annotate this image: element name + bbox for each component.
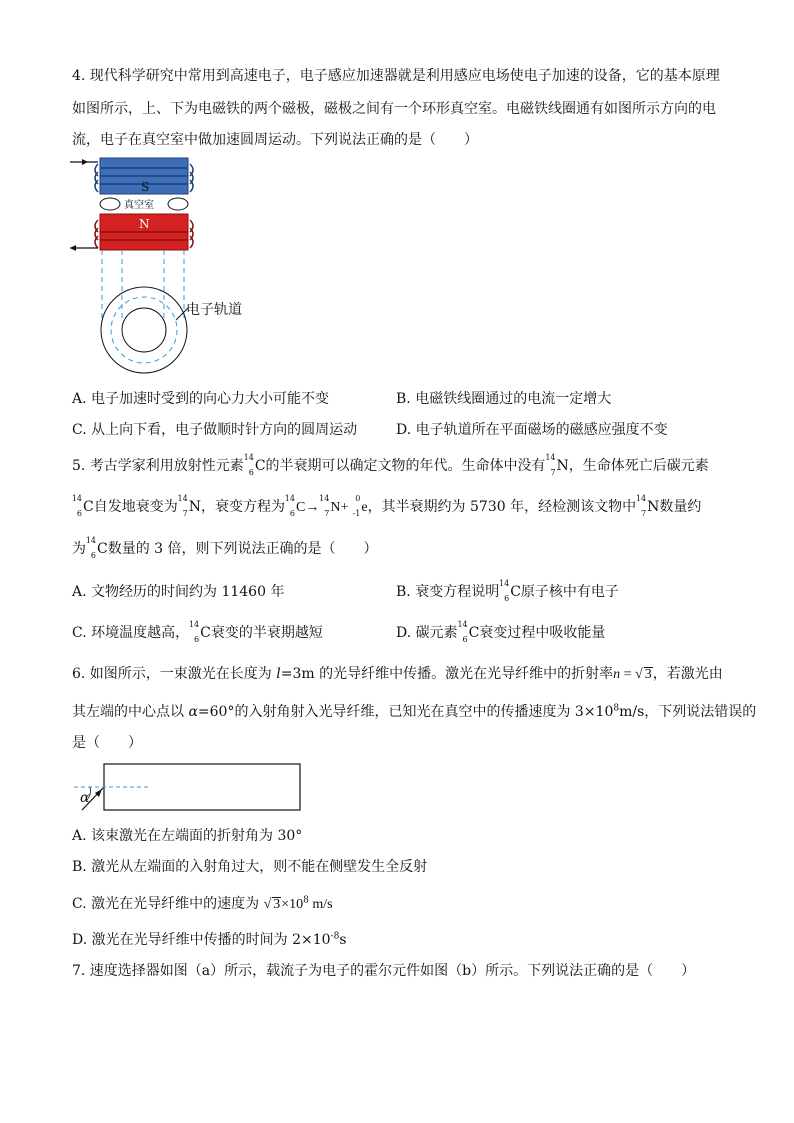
q5-option-a[interactable]: A. 文物经历的时间约为 11460 年 bbox=[72, 584, 285, 600]
nuclide-c14: 14 6 bbox=[243, 453, 254, 477]
outer-ring bbox=[101, 287, 187, 373]
q4-stem-line-3: 流，电子在真空室中做加速圆周运动。下列说法正确的是（ ） bbox=[72, 132, 478, 148]
q4-electron-accelerator-figure bbox=[68, 156, 268, 376]
q4-option-c[interactable]: C. 从上向下看，电子做顺时针方向的圆周运动 bbox=[72, 422, 358, 438]
q4-option-b[interactable]: B. 电磁铁线圈通过的电流一定增大 bbox=[396, 391, 612, 407]
q6-optical-fiber-figure bbox=[70, 760, 310, 816]
n-pole-label: N bbox=[139, 217, 150, 231]
q4-stem-line-2: 如图所示，上、下为电磁铁的两个磁极，磁极之间有一个环形真空室。电磁铁线圈通有如图所示方向的电 bbox=[72, 101, 716, 117]
q4-stem-line-1: 4. 现代科学研究中常用到高速电子，电子感应加速器就是利用感应电场使电子加速的设备，它的基本原理 bbox=[72, 68, 720, 84]
q6-stem-line-1: 6. 如图所示，一束激光在长度为 l=3m 的光导纤维中传播。激光在光导纤维中的折射率n = √ 3，若激光由 bbox=[72, 666, 723, 682]
nuclide-n14: 14 7 bbox=[177, 494, 188, 518]
nuclide-c14: 14 6 bbox=[71, 494, 82, 518]
q5-stem-line-2: 14 6 C自发地衰变为 14 7 N，衰变方程为 14 6 C→ 14 7 N+ 0 -1 e，其半衰期约为 5730 年，经检测该文物中 14 7 N数量约 bbox=[71, 494, 702, 518]
q5-stem-line-3: 为 14 6 C数量的 3 倍，则下列说法正确的是（ ） bbox=[72, 536, 378, 560]
q4-option-a[interactable]: A. 电子加速时受到的向心力大小可能不变 bbox=[72, 391, 330, 407]
orbit-label: 电子轨道 bbox=[186, 302, 242, 318]
q7-stem: 7. 速度选择器如图（a）所示，载流子为电子的霍尔元件如图（b）所示。下列说法正确的是（ ） bbox=[72, 963, 696, 979]
q5-stem-line-1: 5. 考古学家利用放射性元素 14 6 C的半衰期可以确定文物的年代。生命体中没有 14 7 N，生命体死亡后碳元素 bbox=[72, 453, 709, 477]
decay-equation: 14 6 C→ 14 7 N+ 0 -1 e bbox=[284, 494, 368, 518]
q6-option-d[interactable]: D. 激光在光导纤维中传播的时间为 $2\times 10^{-8}s$ bbox=[72, 931, 347, 948]
q5-option-d[interactable]: D. 碳元素 14 6 C衰变过程中吸收能量 bbox=[396, 620, 606, 644]
current-out-arrow-icon bbox=[70, 245, 76, 251]
inner-ring bbox=[122, 308, 166, 352]
q6-stem-line-3: 是（ ） bbox=[72, 735, 142, 751]
vacuum-chamber-label: 真空室 bbox=[124, 200, 154, 211]
alpha-label: α bbox=[80, 790, 90, 806]
q6-option-a[interactable]: A. 该束激光在左端面的折射角为 30° bbox=[72, 828, 303, 844]
q5-option-c[interactable]: C. 环境温度越高， 14 6 C衰变的半衰期越短 bbox=[72, 620, 323, 644]
q5-option-b[interactable]: B. 衰变方程说明 14 6 C原子核中有电子 bbox=[396, 579, 619, 603]
nuclide-n14: 14 7 bbox=[545, 453, 556, 477]
current-in-arrow-icon bbox=[82, 159, 88, 165]
q4-option-d[interactable]: D. 电子轨道所在平面磁场的磁感应强度不变 bbox=[396, 422, 668, 438]
q6-stem-line-2: 其左端的中心点以 α=60°的入射角射入光导纤维，已知光在真空中的传播速度为 $3\times 10^8m/s$，下列说法错误的 bbox=[72, 703, 757, 720]
q6-option-b[interactable]: B. 激光从左端面的入射角过大，则不能在侧壁发生全反射 bbox=[72, 859, 428, 875]
s-pole-label: S bbox=[141, 180, 150, 194]
q6-option-c[interactable]: C. 激光在光导纤维中的速度为 √ $3\times 10^8$ m/s bbox=[72, 895, 333, 912]
electron-orbit bbox=[111, 297, 177, 363]
